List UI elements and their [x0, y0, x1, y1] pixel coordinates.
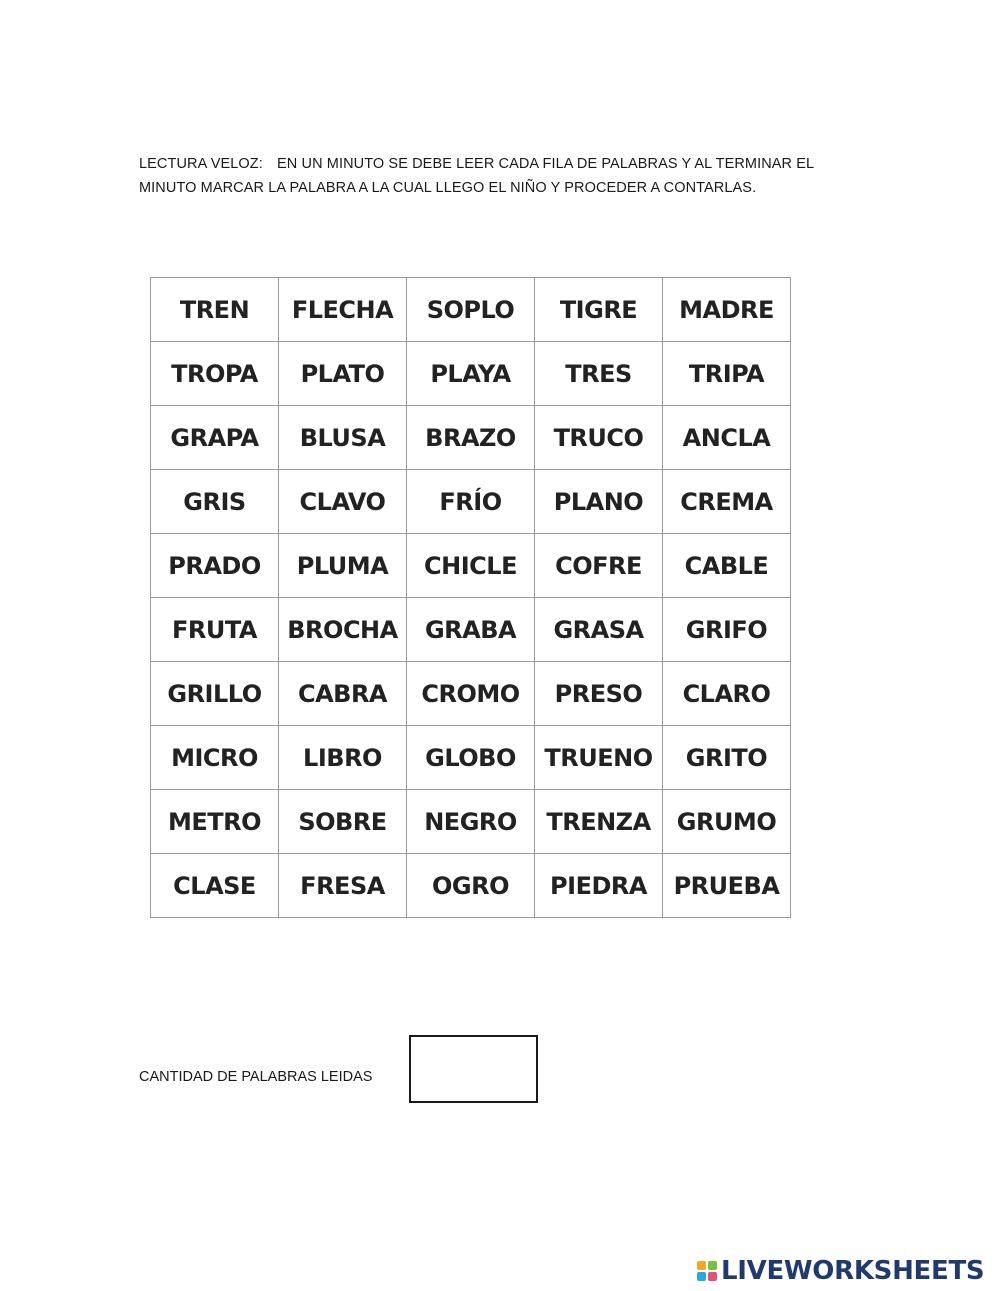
word-cell[interactable]: COFRE: [535, 534, 663, 598]
brand-footer: [697, 1254, 984, 1288]
word-cell[interactable]: CLARO: [663, 662, 791, 726]
liveworksheets-logo-icon: [697, 1261, 717, 1281]
word-cell[interactable]: BRAZO: [407, 406, 535, 470]
word-cell[interactable]: TRUCO: [535, 406, 663, 470]
word-cell[interactable]: GLOBO: [407, 726, 535, 790]
logo-square: [697, 1261, 706, 1270]
word-cell[interactable]: CABLE: [663, 534, 791, 598]
word-cell[interactable]: OGRO: [407, 854, 535, 918]
word-cell[interactable]: GRABA: [407, 598, 535, 662]
word-cell[interactable]: BROCHA: [279, 598, 407, 662]
word-cell[interactable]: CABRA: [279, 662, 407, 726]
word-cell[interactable]: METRO: [151, 790, 279, 854]
word-cell[interactable]: FRÍO: [407, 470, 535, 534]
word-row: [151, 598, 791, 662]
word-cell[interactable]: PRUEBA: [663, 854, 791, 918]
word-row: [151, 470, 791, 534]
word-row: [151, 534, 791, 598]
word-cell[interactable]: TRES: [535, 342, 663, 406]
brand-name: LIVEWORKSHEETS: [721, 1256, 985, 1286]
word-cell[interactable]: PIEDRA: [535, 854, 663, 918]
count-label: CANTIDAD DE PALABRAS LEIDAS: [139, 1069, 373, 1085]
word-row: [151, 726, 791, 790]
word-cell[interactable]: CHICLE: [407, 534, 535, 598]
logo-square: [708, 1261, 717, 1270]
word-cell[interactable]: GRUMO: [663, 790, 791, 854]
word-cell[interactable]: FRUTA: [151, 598, 279, 662]
word-grid: [150, 277, 791, 918]
word-cell[interactable]: GRILLO: [151, 662, 279, 726]
word-cell[interactable]: MICRO: [151, 726, 279, 790]
word-row: [151, 342, 791, 406]
word-cell[interactable]: MADRE: [663, 278, 791, 342]
logo-square: [708, 1272, 717, 1281]
word-cell[interactable]: LIBRO: [279, 726, 407, 790]
word-cell[interactable]: PRESO: [535, 662, 663, 726]
word-cell[interactable]: PLATO: [279, 342, 407, 406]
word-cell[interactable]: GRIS: [151, 470, 279, 534]
word-cell[interactable]: PRADO: [151, 534, 279, 598]
instructions-text: EN UN MINUTO SE DEBE LEER CADA FILA DE PALABRAS Y AL TERMINAR EL MINUTO MARCAR LA PALABRA A LA CUAL LLEGO EL NIÑO Y PROCEDER A CONTARLAS.: [139, 156, 814, 196]
word-row: [151, 278, 791, 342]
word-cell[interactable]: GRAPA: [151, 406, 279, 470]
word-row: [151, 406, 791, 470]
word-cell[interactable]: GRASA: [535, 598, 663, 662]
logo-square: [697, 1272, 706, 1281]
word-cell[interactable]: PLAYA: [407, 342, 535, 406]
count-answer-box[interactable]: [409, 1035, 538, 1103]
word-row: [151, 854, 791, 918]
word-cell[interactable]: ANCLA: [663, 406, 791, 470]
word-row: [151, 790, 791, 854]
word-cell[interactable]: GRIFO: [663, 598, 791, 662]
word-cell[interactable]: FLECHA: [279, 278, 407, 342]
word-cell[interactable]: FRESA: [279, 854, 407, 918]
word-cell[interactable]: PLUMA: [279, 534, 407, 598]
word-cell[interactable]: PLANO: [535, 470, 663, 534]
word-cell[interactable]: TRENZA: [535, 790, 663, 854]
word-cell[interactable]: BLUSA: [279, 406, 407, 470]
word-cell[interactable]: CROMO: [407, 662, 535, 726]
word-cell[interactable]: TREN: [151, 278, 279, 342]
word-cell[interactable]: SOPLO: [407, 278, 535, 342]
word-row: [151, 662, 791, 726]
word-cell[interactable]: CLASE: [151, 854, 279, 918]
word-cell[interactable]: GRITO: [663, 726, 791, 790]
word-cell[interactable]: CLAVO: [279, 470, 407, 534]
word-cell[interactable]: TRIPA: [663, 342, 791, 406]
instructions: [139, 152, 839, 200]
word-cell[interactable]: NEGRO: [407, 790, 535, 854]
word-cell[interactable]: TROPA: [151, 342, 279, 406]
word-cell[interactable]: CREMA: [663, 470, 791, 534]
word-cell[interactable]: SOBRE: [279, 790, 407, 854]
instructions-label: LECTURA VELOZ:: [139, 156, 263, 172]
word-cell[interactable]: TIGRE: [535, 278, 663, 342]
word-cell[interactable]: TRUENO: [535, 726, 663, 790]
